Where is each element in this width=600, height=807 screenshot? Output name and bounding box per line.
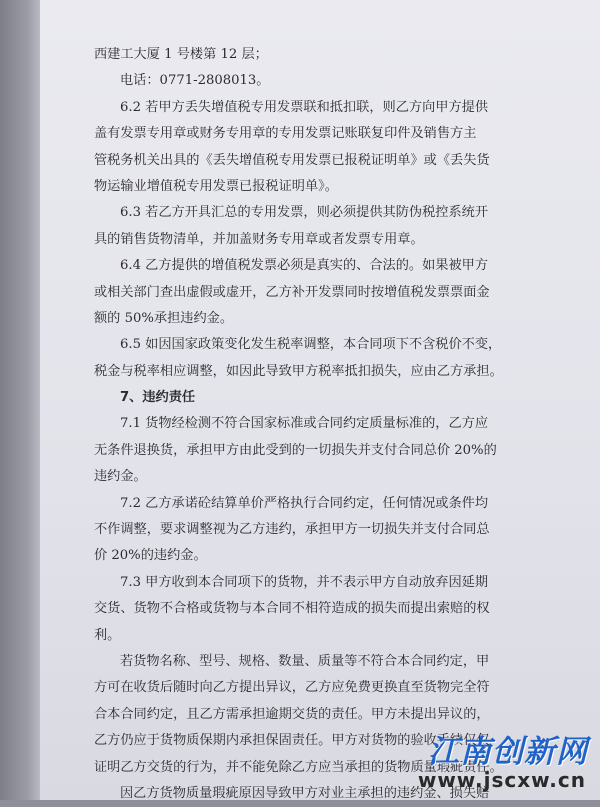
text-line: 额的 50%承担违约金。: [94, 306, 576, 332]
watermark-title: 江南创新网: [428, 726, 588, 771]
text-line: 不作调整，要求调整视为乙方违约，承担甲方一切损失并支付合同总: [94, 517, 576, 543]
clause-7-3: 7.3 甲方收到本合同项下的货物，并不表示甲方自动放弃因延期: [94, 570, 576, 596]
text-line: 具的销售货物清单，并加盖财务专用章或者发票专用章。: [94, 227, 576, 253]
text-line: 管税务机关出具的《丢失增值税专用发票已报税证明单》或《丢失货: [94, 148, 576, 174]
clause-7-1: 7.1 货物经检测不符合国家标准或合同约定质量标准的，乙方应: [94, 411, 576, 437]
watermark-url: www.jscxw.cn: [418, 768, 586, 792]
clause-6-3: 6.3 若乙方开具汇总的专用发票，则必须提供其防伪税控系统开: [94, 200, 576, 226]
clause-7-2: 7.2 乙方承诺砼结算单价严格执行合同约定，任何情况或条件均: [94, 491, 576, 517]
clause-6-4: 6.4 乙方提供的增值税发票必须是真实的、合法的。如果被甲方: [94, 253, 576, 279]
text-line: 西建工大厦 1 号楼第 12 层；: [94, 42, 576, 68]
text-line: 税金与税率相应调整，如因此导致甲方税率抵扣损失，应由乙方承担。: [94, 359, 576, 385]
text-line: 利。: [94, 623, 576, 649]
document-text: [94, 42, 576, 807]
clause-6-5: 6.5 如因国家政策变化发生税率调整，本合同项下不含税价不变，: [94, 332, 576, 358]
clause-6-2: 6.2 若甲方丢失增值税专用发票联和抵扣联，则乙方向甲方提供: [94, 95, 576, 121]
text-line: 无条件退换货，承担甲方由此受到的一切损失并支付合同总价 20%的: [94, 438, 576, 464]
paragraph-start: 若货物名称、型号、规格、数量、质量等不符合本合同约定，甲: [94, 649, 576, 675]
site-watermark: [416, 724, 592, 796]
text-line: 合本合同约定，且乙方需承担逾期交货的责任。甲方未提出异议的，: [94, 702, 576, 728]
text-line: 方可在收货后随时向乙方提出异议，乙方应免费更换直至货物完全符: [94, 675, 576, 701]
text-line: 或相关部门查出虚假或虚开，乙方补开发票同时按增值税发票票面金: [94, 280, 576, 306]
text-line: 盖有发票专用章或财务专用章的专用发票记账联复印件及销售方主: [94, 121, 576, 147]
text-line: 电话：0771-2808013。: [94, 68, 576, 94]
section-heading: 7、违约责任: [94, 385, 576, 411]
paragraph-start: 因乙方货物质量瑕疵原因导致甲方对业主承担的违约金、损失赔: [94, 781, 576, 807]
text-line: 违约金。: [94, 464, 576, 490]
text-line: 价 20%的违约金。: [94, 543, 576, 569]
text-line: 证明乙方交货的行为，并不能免除乙方应当承担的货物质量瑕疵责任。: [94, 755, 576, 781]
text-line: 乙方仍应于货物质保期内承担保固责任。甲方对货物的验收手续仅仅: [94, 728, 576, 754]
text-line: 物运输业增值税专用发票已报税证明单》。: [94, 174, 576, 200]
text-line: 交货、货物不合格或货物与本合同不相符造成的损失而提出索赔的权: [94, 596, 576, 622]
page-shadow: [0, 0, 40, 800]
